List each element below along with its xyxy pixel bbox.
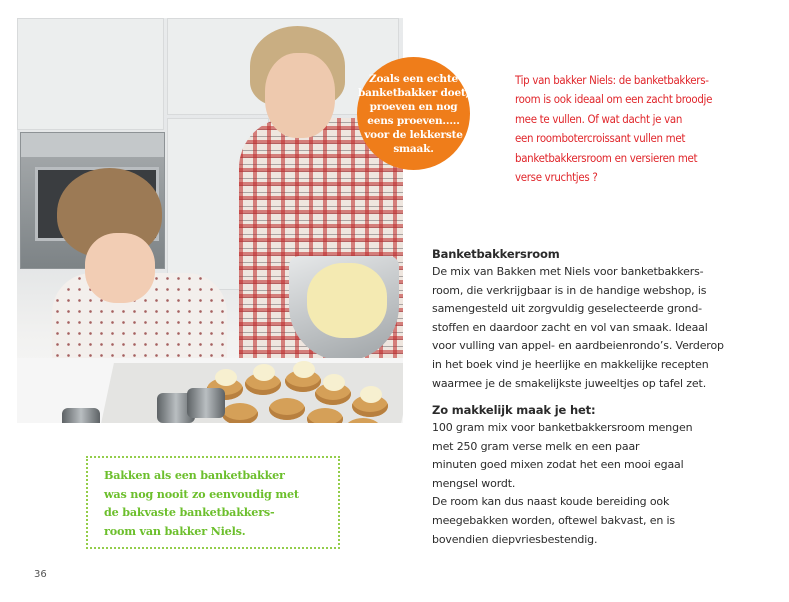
green-pull-quote [86,456,340,549]
paragraph-line: bovendien diepvriesbestendig. [432,532,598,546]
tartlet [352,395,388,417]
paragraph-line: stoffen en daardoor zacht en vol van smaak. Ideaal [432,320,708,334]
paragraph-line: room, die verkrijgbaar is in de handige webshop, is [432,283,707,297]
paragraph-line: met 250 gram verse melk en een paar [432,439,640,453]
tartlet [269,398,305,420]
paragraph-line: De room kan dus naast koude bereiding ook [432,495,670,509]
paragraph-line: meegebakken worden, oftewel bakvast, en is [432,513,675,527]
paragraph-line: 100 gram mix voor banketbakkersroom mengen [432,421,693,434]
girl-face [85,233,155,303]
quote-line: room van bakker Niels. [104,523,246,538]
tip-line: mee te vullen. Of wat dacht je van [515,111,683,126]
baking-ring [187,388,225,418]
paragraph-line: minuten goed mixen zodat het een mooi egaal [432,458,684,472]
tartlet [315,383,351,405]
cream [307,263,387,338]
section-heading: Zo makkelijk maak je het: [432,403,596,417]
bubble-text: Zoals een echte banketbakker doet, proeven en nog eens proeven..... voor de lekkerste smaak. [357,72,470,155]
paragraph-line: voor vulling van appel- en aardbeienrondo’s. Verderop [432,339,724,353]
tip-line: verse vruchtjes ? [515,170,598,185]
paragraph-line: mengsel wordt. [432,476,516,490]
tartlet [245,373,281,395]
tartlet [222,403,258,423]
cabinet [17,18,164,130]
baker-tip [515,71,745,187]
tip-line: banketbakkersroom en versieren met [515,150,698,165]
quote-line: was nog nooit zo eenvoudig met [104,486,299,501]
tartlet [307,408,343,423]
quote-line: Bakken als een banketbakker [104,468,285,482]
paragraph-line: waarmee je de smakelijkste juweeltjes op tafel zet. [432,376,707,390]
tip-line: een roombotercroissant vullen met [515,131,686,146]
section-banketbakkersroom [432,245,724,393]
tip-line: Tip van bakker Niels: de banketbakkers- [515,73,709,87]
section-heading: Banketbakkersroom [432,247,560,261]
paragraph-line: De mix van Bakken met Niels voor banketbakkers- [432,265,704,278]
section-instructions [432,401,692,549]
paragraph-line: in het boek vind je heerlijke en makkelijke recepten [432,357,709,371]
baking-ring [62,408,100,423]
paragraph-line: samengesteld uit zorgvuldig geselecteerde grond- [432,302,702,316]
kitchen-photo [17,18,403,423]
woman-face [265,53,335,138]
tip-line: room is ook ideaal om een zacht broodje [515,92,713,107]
page-number: 36 [34,569,47,580]
quote-line: de bakvaste banketbakkers- [104,505,275,519]
orange-quote-bubble [357,57,470,170]
